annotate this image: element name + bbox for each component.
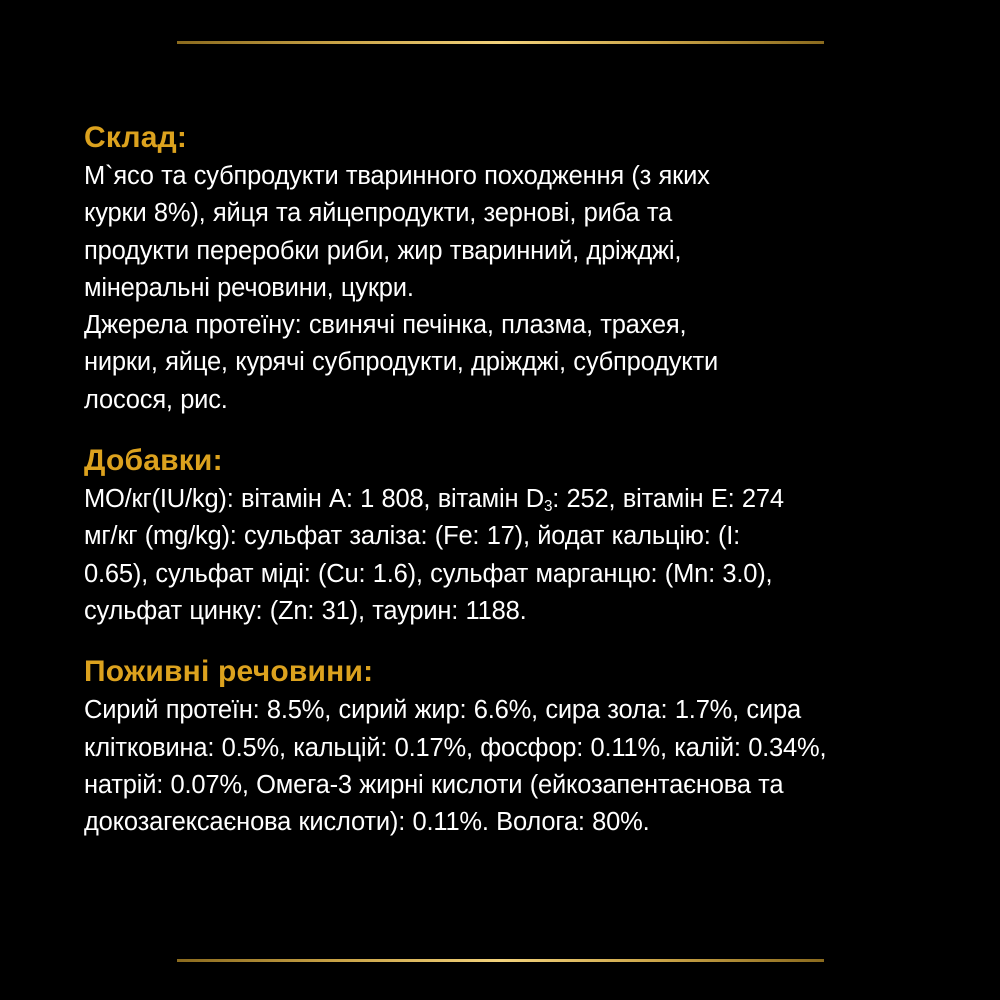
vitamin-d-subscript: 3 [543, 498, 553, 516]
vitamins-text-start: МО/кг(IU/kg): вітамін А: 1 808, вітамін D [84, 485, 544, 514]
composition-text [84, 158, 954, 419]
additives-line: 0.65), сульфат міді: (Cu: 1.6), сульфат марганцю: (Mn: 3.0), [84, 559, 773, 588]
vitamins-text-end: : 252, вітамін Е: 274 [552, 485, 784, 514]
additives-line: мг/кг (mg/kg): сульфат заліза: (Fe: 17), йодат кальцію: (I: [84, 522, 741, 551]
nutrients-line: клітковина: 0.5%, кальцій: 0.17%, фосфор: 0.11%, калій: 0.34%, [84, 733, 827, 762]
additives-text [84, 481, 954, 630]
additives-section [84, 441, 954, 630]
nutrients-line: докозагексаєнова кислоти): 0.11%. Волога: 80%. [84, 808, 650, 837]
additives-heading: Добавки: [84, 444, 223, 478]
composition-heading: Склад: [84, 121, 188, 154]
nutrients-section [84, 652, 954, 841]
product-info-content [84, 118, 954, 841]
protein-sources-line: лосося, рис. [84, 385, 228, 414]
composition-line: М`ясо та субпродукти тваринного походження (з яких [84, 162, 710, 190]
nutrients-line: натрій: 0.07%, Омега-3 жирні кислоти (ейкозапентаєнова та [84, 770, 784, 799]
composition-line: курки 8%), яйця та яйцепродукти, зернові, риба та [84, 199, 673, 228]
nutrients-text [84, 692, 954, 841]
top-gold-divider [177, 41, 824, 44]
bottom-gold-divider [177, 959, 824, 962]
composition-line: мінеральні речовини, цукри. [84, 273, 414, 302]
nutrients-line: Сирий протеїн: 8.5%, сирий жир: 6.6%, сира зола: 1.7%, сира [84, 696, 801, 725]
composition-line: продукти переробки риби, жир тваринний, дріжджі, [84, 236, 682, 265]
protein-sources-line: нирки, яйце, курячі субпродукти, дріжджі, субпродукти [84, 348, 719, 377]
nutrients-heading: Поживні речовини: [84, 655, 374, 689]
protein-sources-line: Джерела протеїну: свинячі печінка, плазма, трахея, [84, 311, 687, 340]
additives-vitamins-line [84, 481, 954, 518]
additives-line: сульфат цинку: (Zn: 31), таурин: 1188. [84, 596, 527, 625]
composition-section [84, 118, 954, 419]
